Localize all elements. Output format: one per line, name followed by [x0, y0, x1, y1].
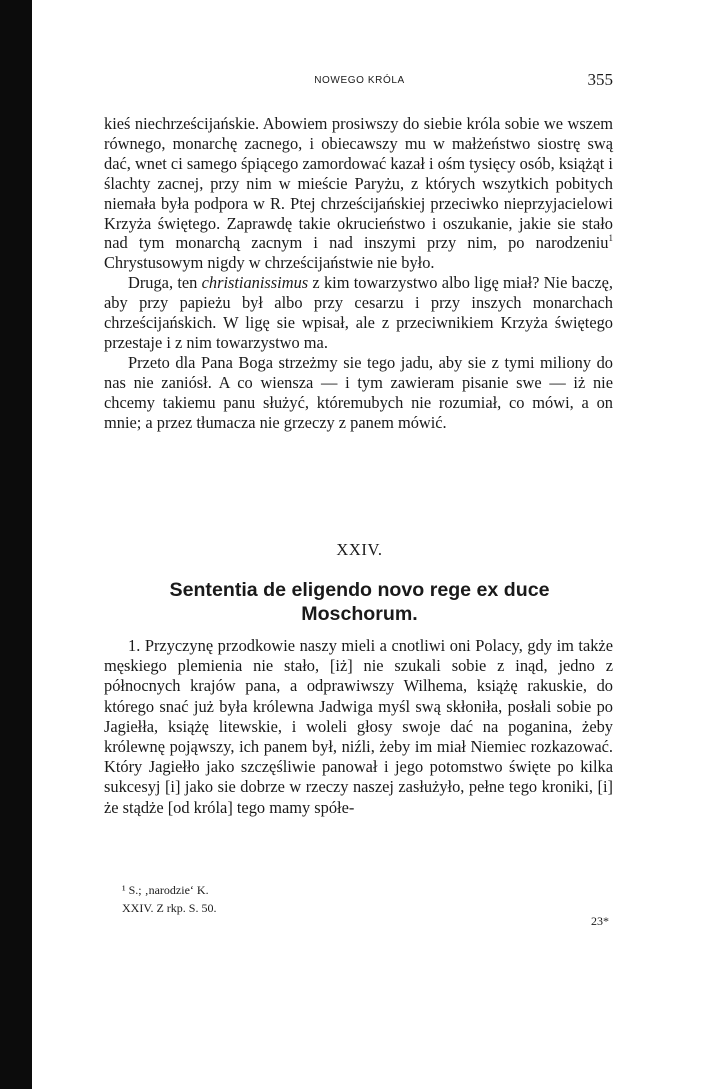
italic-term: christianissimus — [201, 273, 309, 293]
paragraph-text: z kim towarzystwo albo ligę miał? Nie baczę, aby przy papieżu był albo przy cesarzu i przy inszych monarchach chrześcijańskich. W ligę sie wpisał, ale z przeciwnikiem Krzyża świętego przestaje i z nim towarzystwo ma. — [104, 273, 613, 352]
page-number: 355 — [587, 70, 613, 89]
book-page — [104, 0, 615, 1089]
paragraph — [104, 273, 613, 353]
running-title: NOWEGO KRÓLA — [314, 75, 405, 86]
footnote: XXIV. Z rkp. S. 50. — [122, 901, 217, 915]
paragraph: Przeto dla Pana Boga strzeżmy sie tego jadu, aby sie z tymi miliony do nas nie zaniósł. A co wiensza — i tym zawieram pisanie swe — iż nie chcemy takiemu panu służyć, któremubych nie rozumiał, co mówi, a on mnie; a przez tłumacza nie grzeczy z panem mówić. — [104, 352, 613, 432]
paragraph-text: kieś niechrześcijańskie. Abowiem prosiwszy do siebie króla sobie we wszem równego, monarchę zacnego, i obiecawszy mu w małżeństwo siostrę swą dać, wnet ci samego śpiącego zamordować kazał i ośm tysięcy osób, książąt i ślachty zacnej, przy nim w mieście Paryżu, z których wszytkich pobitych niemała była podpora w R. Ptej chrześcijańskiej przeciwko nieprzyjacielowi Krzyża świętego. Zaprawdę takie okrucieństwo i oszukanie, jakie sie stało nad tym monarchą zacnym i nad inszymi przy nim, po narodzeniu — [104, 114, 613, 253]
section-heading — [104, 578, 615, 626]
footnote: ¹ S.; ‚narodzie‘ K. — [122, 883, 209, 897]
paragraph: 1. Przyczynę przodkowie naszy mieli a cnotliwi oni Polacy, gdy im także męskiego plemienia nie stało, [iż] nie szukali sobie z inąd, jedno z północnych krajów pana, a odprawiwszy Wilhema, książę rakuskie, do którego snać już była królewna Jadwiga myśl swą skłoniła, posłali sobie po Jagiełła, książę litewskie, i woleli głosy swoje dać na poganina, żeby królewnę pojąwszy, ich panem był, niźli, żeby im miał Niemiec rozkazować. Który Jagiełło jako szczęśliwie panował i jego potomstwo święte po kilka sukcesyj [i] jako sie dobrze w rzeczy naszej zasłużyło, pełne tego kroniki, [i] że stądże [od króla] tego mamy spółe- — [104, 636, 613, 817]
section-heading-line: Sententia de eligendo novo rege ex duce — [169, 579, 550, 601]
paragraph-text: Chrystusowym nigdy w chrześcijaństwie nie było. — [104, 253, 435, 273]
section-heading-line: Moschorum. — [301, 603, 418, 625]
section-body-text — [104, 636, 613, 818]
body-text — [104, 114, 613, 433]
signature-mark: 23* — [591, 914, 609, 928]
paragraph-text: Druga, ten — [128, 273, 202, 293]
footnotes — [122, 881, 216, 917]
book-spine-shadow — [0, 0, 32, 1089]
paragraph-continued — [104, 114, 613, 273]
running-header — [104, 72, 615, 92]
section-number: XXIV. — [336, 540, 383, 559]
footnote-reference: 1 — [608, 232, 613, 243]
